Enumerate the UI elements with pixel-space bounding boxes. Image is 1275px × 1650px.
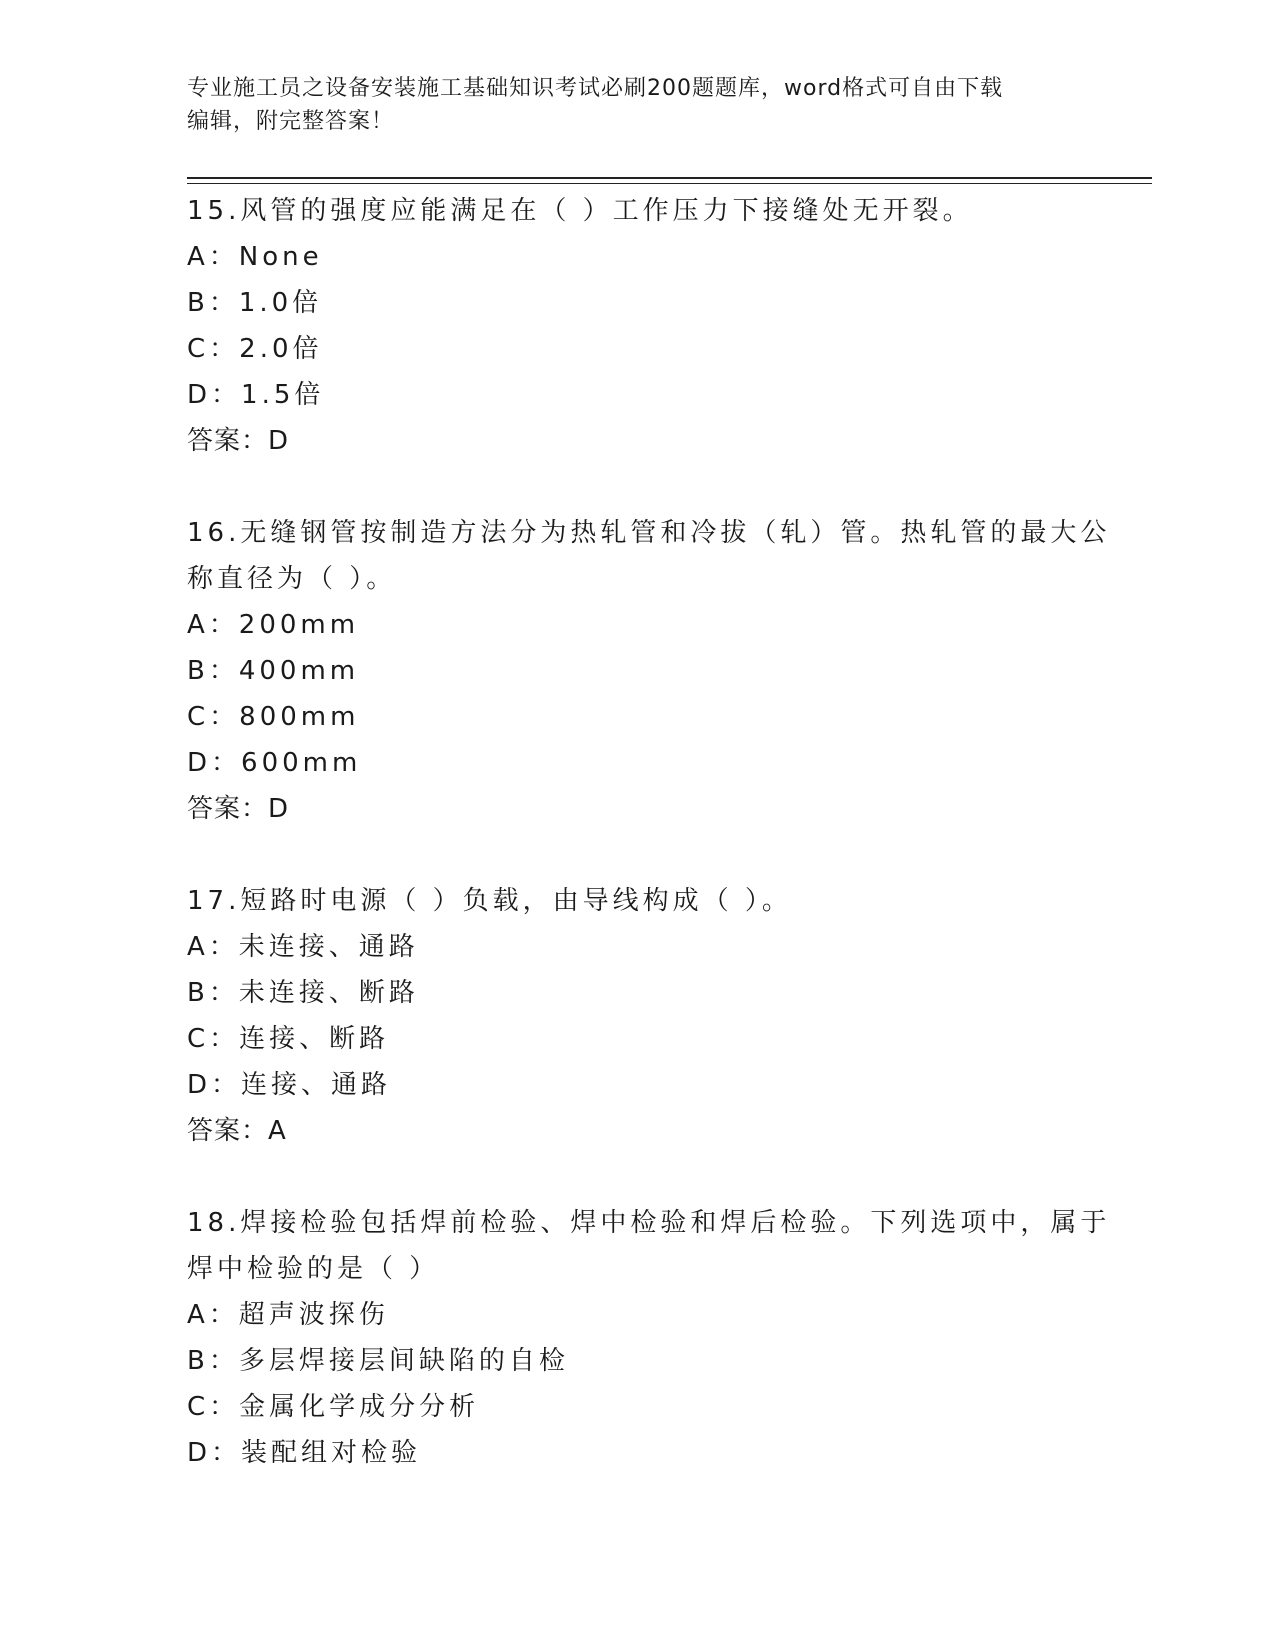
- question-17: [187, 878, 1107, 1154]
- answer: 答案：D: [187, 426, 290, 456]
- option-c: C：金属化学成分分析: [187, 1392, 480, 1422]
- option-d: D：1.5倍: [187, 380, 325, 410]
- option-a: A：未连接、通路: [187, 932, 419, 962]
- option-b: B：未连接、断路: [187, 978, 419, 1008]
- option-b: B：1.0倍: [187, 288, 323, 318]
- question-18: [187, 1200, 1111, 1476]
- document-header: [187, 72, 1087, 138]
- question-stem: 15.风管的强度应能满足在（ ）工作压力下接缝处无开裂。: [187, 196, 973, 226]
- option-c: C：连接、断路: [187, 1024, 390, 1054]
- option-c: C：2.0倍: [187, 334, 323, 364]
- header-line-1: 专业施工员之设备安装施工基础知识考试必刷200题题库，word格式可自由下载: [187, 76, 1004, 101]
- option-b: B：400mm: [187, 656, 360, 686]
- option-d: D：600mm: [187, 748, 362, 778]
- option-c: C：800mm: [187, 702, 360, 732]
- question-stem: 17.短路时电源（ ）负载，由导线构成（ ）。: [187, 886, 792, 916]
- header-divider-thick: [187, 177, 1152, 179]
- header-line-2: 编辑，附完整答案！: [187, 109, 395, 134]
- option-a: A：超声波探伤: [187, 1300, 389, 1330]
- header-divider-thin: [187, 183, 1152, 184]
- option-a: A：None: [187, 242, 323, 272]
- option-b: B：多层焊接层间缺陷的自检: [187, 1346, 569, 1376]
- option-a: A：200mm: [187, 610, 360, 640]
- question-15: [187, 188, 1107, 464]
- question-stem: 16.无缝钢管按制造方法分为热轧管和冷拔（轧）管。热轧管的最大公: [187, 518, 1111, 548]
- spacer: [187, 832, 1107, 878]
- spacer: [187, 1154, 1107, 1200]
- question-16: [187, 510, 1111, 832]
- question-stem: 18.焊接检验包括焊前检验、焊中检验和焊后检验。下列选项中，属于: [187, 1208, 1111, 1238]
- option-d: D：连接、通路: [187, 1070, 392, 1100]
- answer: 答案：A: [187, 1116, 287, 1146]
- question-stem-continued: 称直径为（ ）。: [187, 564, 397, 594]
- option-d: D：装配组对检验: [187, 1438, 422, 1468]
- question-list: [187, 188, 1111, 1476]
- spacer: [187, 464, 1107, 510]
- question-stem-continued: 焊中检验的是（ ）: [187, 1254, 440, 1284]
- answer: 答案：D: [187, 794, 290, 824]
